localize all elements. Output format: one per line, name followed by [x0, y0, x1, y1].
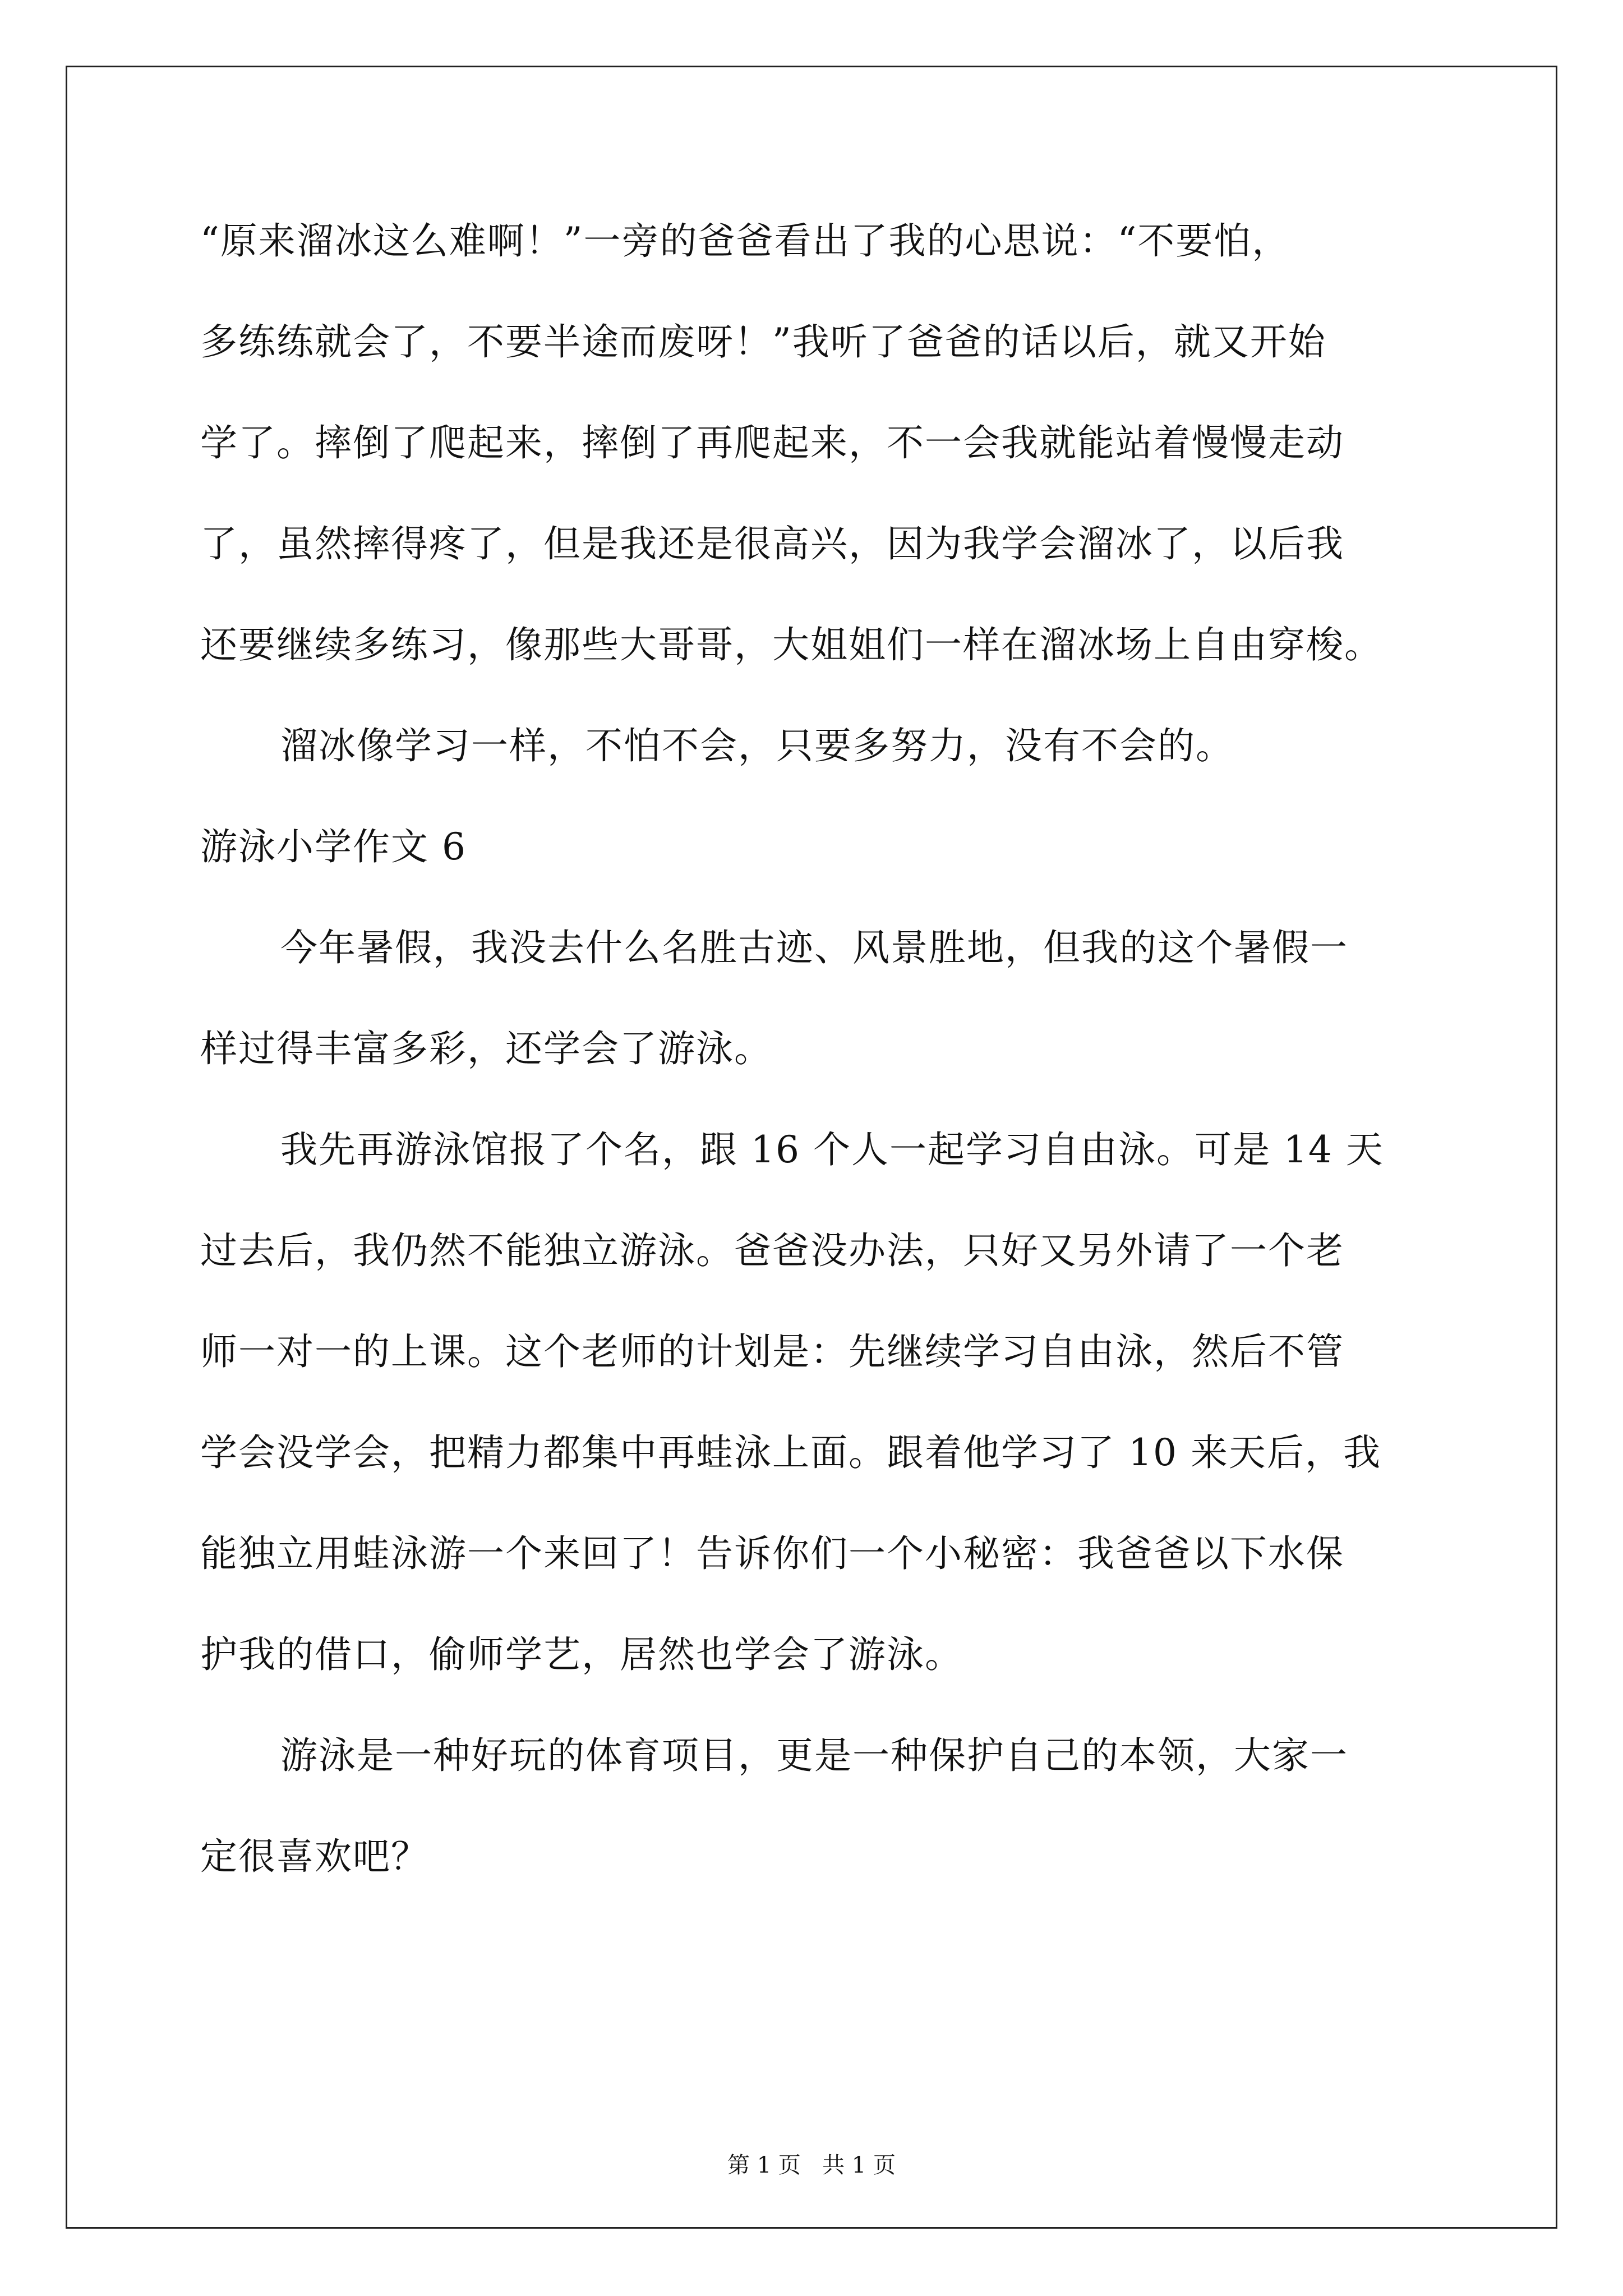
paragraph-line: 定很喜欢吧？	[200, 1835, 429, 1878]
paragraph-line: 我先再游泳馆报了个名，跟 16 个人一起学习自由泳。可是 14 天	[280, 1128, 1384, 1171]
paragraph-line: 游泳是一种好玩的体育项目，更是一种保护自己的本领，大家一	[280, 1734, 1348, 1777]
paragraph-line: 样过得丰富多彩，还学会了游泳。	[200, 1027, 772, 1070]
section-heading: 游泳小学作文 6	[200, 825, 467, 868]
paragraph-line: 今年暑假，我没去什么名胜古迹、风景胜地，但我的这个暑假一	[280, 926, 1348, 969]
paragraph-line: 多练练就会了，不要半途而废呀！”我听了爸爸的话以后，就又开始	[200, 320, 1326, 364]
paragraph-line: 还要继续多练习，像那些大哥哥，大姐姐们一样在溜冰场上自由穿梭。	[200, 623, 1382, 666]
paragraph-line: 过去后，我仍然不能独立游泳。爸爸没办法，只好又另外请了一个老	[200, 1229, 1344, 1272]
paragraph-line: 护我的借口，偷师学艺，居然也学会了游泳。	[200, 1633, 963, 1676]
paragraph-line: 学了。摔倒了爬起来，摔倒了再爬起来，不一会我就能站着慢慢走动	[200, 421, 1344, 464]
paragraph-line: “原来溜冰这么难啊！”一旁的爸爸看出了我的心思说：“不要怕，	[200, 219, 1290, 263]
paragraph-line: 学会没学会，把精力都集中再蛙泳上面。跟着他学习了 10 来天后，我	[200, 1431, 1381, 1474]
paragraph-line: 能独立用蛙泳游一个来回了！告诉你们一个小秘密：我爸爸以下水保	[200, 1532, 1344, 1575]
paragraph-line: 溜冰像学习一样，不怕不会，只要多努力，没有不会的。	[280, 724, 1234, 767]
page-number: 第 1 页 共 1 页	[727, 2152, 896, 2178]
paragraph-line: 了，虽然摔得疼了，但是我还是很高兴，因为我学会溜冰了，以后我	[200, 522, 1344, 565]
paragraph-line: 师一对一的上课。这个老师的计划是：先继续学习自由泳，然后不管	[200, 1330, 1344, 1373]
